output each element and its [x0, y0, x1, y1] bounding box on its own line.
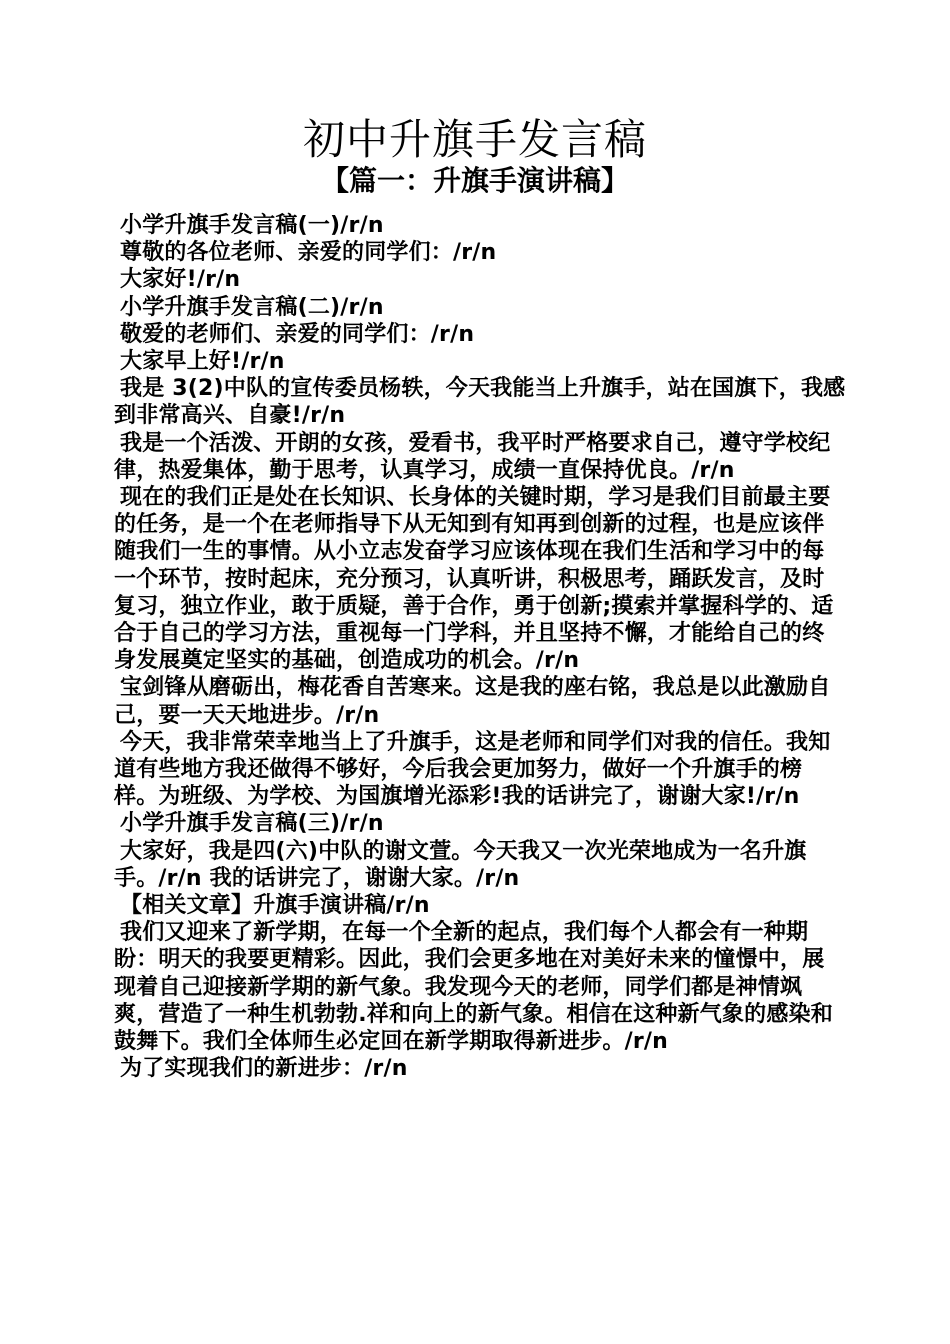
- paragraph: 我们又迎来了新学期，在每一个全新的起点，我们每个人都会有一种期盼：明天的我要更精彩。因此，我们会更多地在对美好未来的憧憬中，展现着自己迎接新学期的新气象。我发现今天的老师，同学们都是神情飒爽，营造了一种生机勃勃.祥和向上的新气象。相信在这种新气象的感染和鼓舞下。我们全体师生必定回在新学期取得新进步。/r/n: [114, 920, 833, 1055]
- paragraph: 我是 3(2)中队的宣传委员杨轶，今天我能当上升旗手，站在国旗下，我感到非常高兴、自豪!/r/n: [114, 376, 846, 429]
- paragraph: 尊敬的各位老师、亲爱的同学们：/r/n: [120, 240, 497, 266]
- paragraph: 我是一个活泼、开朗的女孩，爱看书，我平时严格要求自己，遵守学校纪律，热爱集体，勤于思考，认真学习，成绩一直保持优良。/r/n: [114, 430, 831, 483]
- paragraph: 【相关文章】升旗手演讲稿/r/n: [120, 893, 430, 919]
- paragraph: 大家早上好!/r/n: [120, 349, 285, 375]
- paragraph: 小学升旗手发言稿(二)/r/n: [120, 294, 384, 320]
- paragraph: 今天，我非常荣幸地当上了升旗手，这是老师和同学们对我的信任。我知道有些地方我还做得不够好，今后我会更加努力，做好一个升旗手的榜样。为班级、为学校、为国旗增光添彩!我的话讲完了，谢谢大家!/r/n: [114, 729, 831, 810]
- paragraph: 小学升旗手发言稿(三)/r/n: [120, 811, 384, 837]
- document-subtitle: 【篇一：升旗手演讲稿】: [320, 164, 629, 197]
- paragraph: 大家好，我是四(六)中队的谢文萱。今天我又一次光荣地成为一名升旗手。/r/n 我的话讲完了，谢谢大家。/r/n: [114, 838, 807, 891]
- document-body: [114, 212, 846, 1083]
- paragraph: 宝剑锋从磨砺出，梅花香自苦寒来。这是我的座右铭，我总是以此激励自己，要一天天地进步。/r/n: [114, 675, 831, 728]
- paragraph: 大家好!/r/n: [120, 267, 241, 293]
- document-title: 初中升旗手发言稿: [302, 115, 647, 164]
- paragraph: 为了实现我们的新进步：/r/n: [120, 1056, 408, 1082]
- paragraph: 小学升旗手发言稿(一)/r/n: [120, 213, 384, 238]
- paragraph: 敬爱的老师们、亲爱的同学们：/r/n: [120, 321, 475, 347]
- paragraph: 现在的我们正是处在长知识、长身体的关键时期，学习是我们目前最主要的任务，是一个在老师指导下从无知到有知再到创新的过程，也是应该伴随我们一生的事情。从小立志发奋学习应该体现在我们生活和学习中的每一个环节，按时起床，充分预习，认真听讲，积极思考，踊跃发言，及时复习，独立作业，敢于质疑，善于合作，勇于创新;摸索并掌握科学的、适合于自己的学习方法，重视每一门学科，并且坚持不懈，才能给自己的终身发展奠定坚实的基础，创造成功的机会。/r/n: [114, 485, 834, 674]
